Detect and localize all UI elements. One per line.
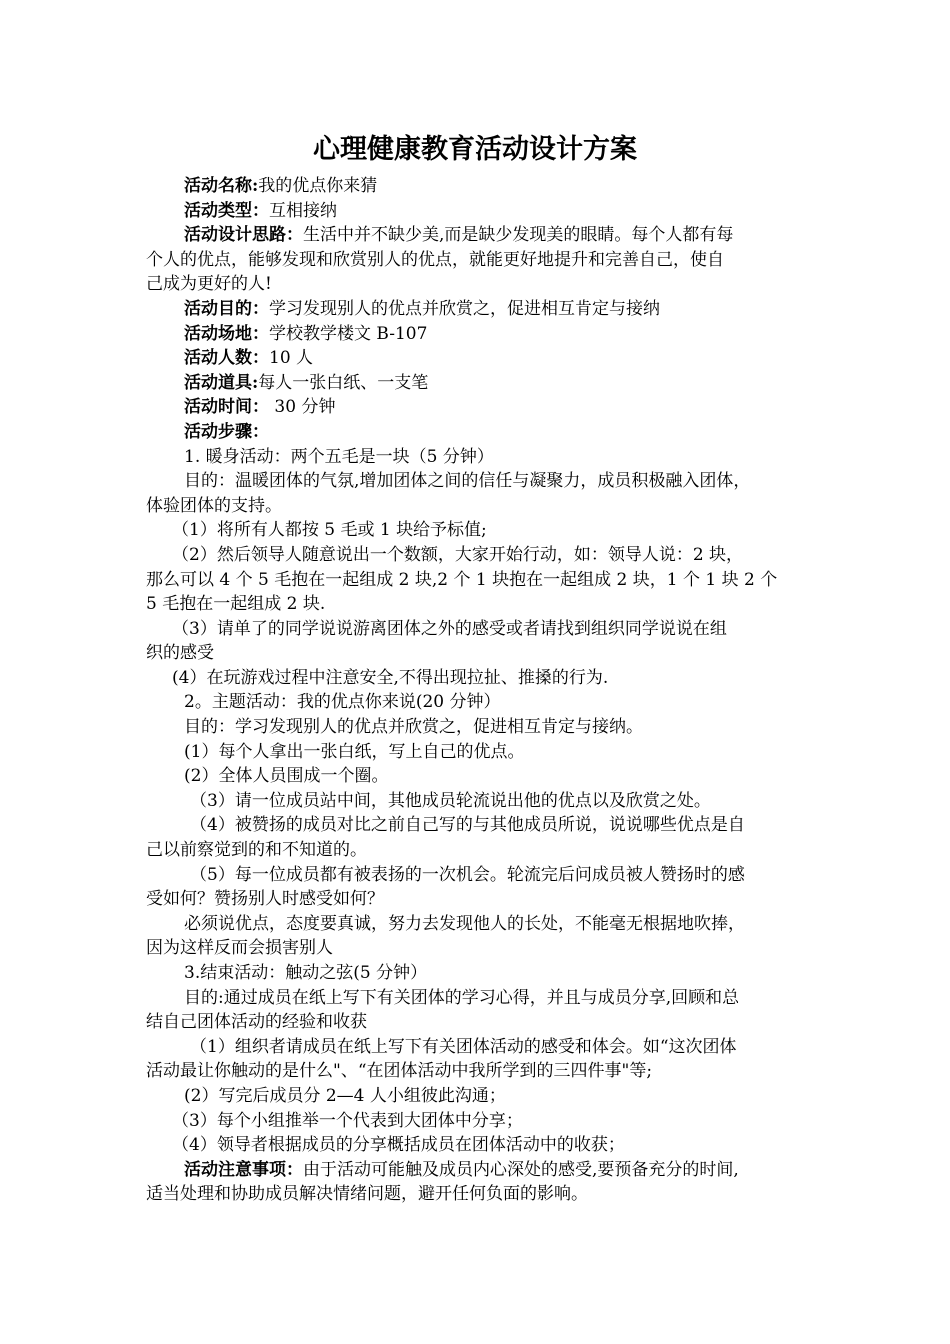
activity-type-value: 互相接纳 xyxy=(269,200,337,221)
activity-time-value: 30 分钟 xyxy=(269,397,336,418)
activity-count-value: 10 人 xyxy=(269,348,314,369)
activity-props-row xyxy=(146,371,826,396)
activity-type-label: 活动类型： xyxy=(184,200,269,221)
activity-type-row xyxy=(146,199,826,224)
activity-place-value: 学校教学楼文 B-107 xyxy=(269,323,428,344)
step3-heading: 3.结束活动：触动之弦(5 分钟） xyxy=(184,963,428,983)
step1-item-line: 5 毛抱在一起组成 2 块. xyxy=(146,594,326,615)
step2-item: (2）全体人员围成一个圈。 xyxy=(184,766,389,787)
step2-item-line: 受如何？赞扬别人时感受如何？ xyxy=(146,889,384,910)
step2-heading: 2。主题活动：我的优点你来说(20 分钟） xyxy=(184,692,501,713)
notice-label: 活动注意事项： xyxy=(184,1159,303,1180)
step1-item-line: 那么可以 4 个 5 毛抱在一起组成 2 块,2 个 1 块抱在一起组成 2 块，1 个 1 块 2 个 xyxy=(146,569,778,590)
activity-time-row xyxy=(146,395,826,420)
document-title: 心理健康教育活动设计方案 xyxy=(313,134,637,165)
step2-note-line: 因为这样反而会损害别人 xyxy=(146,938,333,959)
step1-item: （1）将所有人都按 5 毛或 1 块给予标值; xyxy=(172,520,487,541)
design-idea-text: 生活中并不缺少美,而是缺少发现美的眼睛。每个人都有每 xyxy=(303,225,734,246)
activity-name-row xyxy=(146,174,826,199)
step2-item: (1）每个人拿出一张白纸，写上自己的优点。 xyxy=(184,741,525,762)
step1-item: （2）然后领导人随意说出一个数额，大家开始行动，如：领导人说：2 块， xyxy=(172,544,744,565)
step3-item-line: 活动最让你触动的是什么"、“在团体活动中我所学到的三四件事"等; xyxy=(146,1061,653,1082)
activity-props-value: 每人一张白纸、一支笔 xyxy=(258,372,429,393)
activity-place-row xyxy=(146,322,826,347)
step3-item: (2）写完后成员分 2—4 人小组彼此沟通； xyxy=(184,1085,506,1106)
step2-item-line: 己以前察觉到的和不知道的。 xyxy=(146,840,367,861)
activity-count-label: 活动人数： xyxy=(184,348,269,369)
step1-item: （3）请单了的同学说说游离团体之外的感受或者请找到组织同学说说在组 xyxy=(172,618,727,639)
notice-text: 由于活动可能触及成员内心深处的感受,要预备充分的时间, xyxy=(303,1159,739,1180)
notice-line: 适当处理和协助成员解决情绪问题，避开任何负面的影响。 xyxy=(146,1184,588,1205)
step3-goal-line: 结自己团体活动的经验和收获 xyxy=(146,1012,367,1033)
activity-place-label: 活动场地： xyxy=(184,323,269,344)
activity-props-label: 活动道具: xyxy=(184,372,259,393)
activity-count-row xyxy=(146,346,826,371)
step1-item: (4）在玩游戏过程中注意安全,不得出现拉扯、推搡的行为. xyxy=(172,667,609,688)
design-idea-row xyxy=(146,223,826,248)
step3-goal: 目的:通过成员在纸上写下有关团体的学习心得，并且与成员分享,回顾和总 xyxy=(184,987,740,1008)
activity-name-label: 活动名称: xyxy=(184,176,259,196)
activity-time-label: 活动时间： xyxy=(184,397,269,418)
activity-purpose-row xyxy=(146,297,826,322)
activity-purpose-value: 学习发现别人的优点并欣赏之，促进相互肯定与接纳 xyxy=(269,298,660,319)
design-idea-label: 活动设计思路： xyxy=(184,225,303,246)
activity-steps-label: 活动步骤： xyxy=(184,421,269,442)
design-idea-line: 个人的优点，能够发现和欣赏别人的优点，就能更好地提升和完善自己，使自 xyxy=(146,249,724,270)
notice-row xyxy=(146,1158,826,1183)
step3-item: （3）每个小组推举一个代表到大团体中分享； xyxy=(172,1110,523,1131)
step3-item: （1）组织者请成员在纸上写下有关团体活动的感受和体会。如“这次团体 xyxy=(190,1036,737,1057)
step1-heading: 1. 暖身活动：两个五毛是一块（5 分钟） xyxy=(184,446,494,467)
step3-item: （4）领导者根据成员的分享概括成员在团体活动中的收获； xyxy=(172,1135,625,1156)
design-idea-line: 己成为更好的人! xyxy=(146,274,272,295)
document-body xyxy=(146,174,826,1207)
step2-item: （4）被赞扬的成员对比之前自己写的与其他成员所说，说说哪些优点是自 xyxy=(190,815,745,836)
step2-item: （3）请一位成员站中间，其他成员轮流说出他的优点以及欣赏之处。 xyxy=(190,790,711,811)
activity-name-value: 我的优点你来猜 xyxy=(258,176,378,196)
activity-purpose-label: 活动目的： xyxy=(184,298,269,319)
step1-goal-line: 体验团体的支持。 xyxy=(146,495,282,516)
step2-item: （5）每一位成员都有被表扬的一次机会。轮流完后问成员被人赞扬时的感 xyxy=(190,864,745,885)
step1-item-line: 织的感受 xyxy=(146,643,214,664)
step2-goal: 目的：学习发现别人的优点并欣赏之，促进相互肯定与接纳。 xyxy=(184,717,643,738)
step1-goal: 目的：温暖团体的气氛,增加团体之间的信任与凝聚力，成员积极融入团体， xyxy=(184,471,751,492)
step2-note: 必须说优点，态度要真诚，努力去发现他人的长处，不能毫无根据地吹捧， xyxy=(184,913,745,934)
